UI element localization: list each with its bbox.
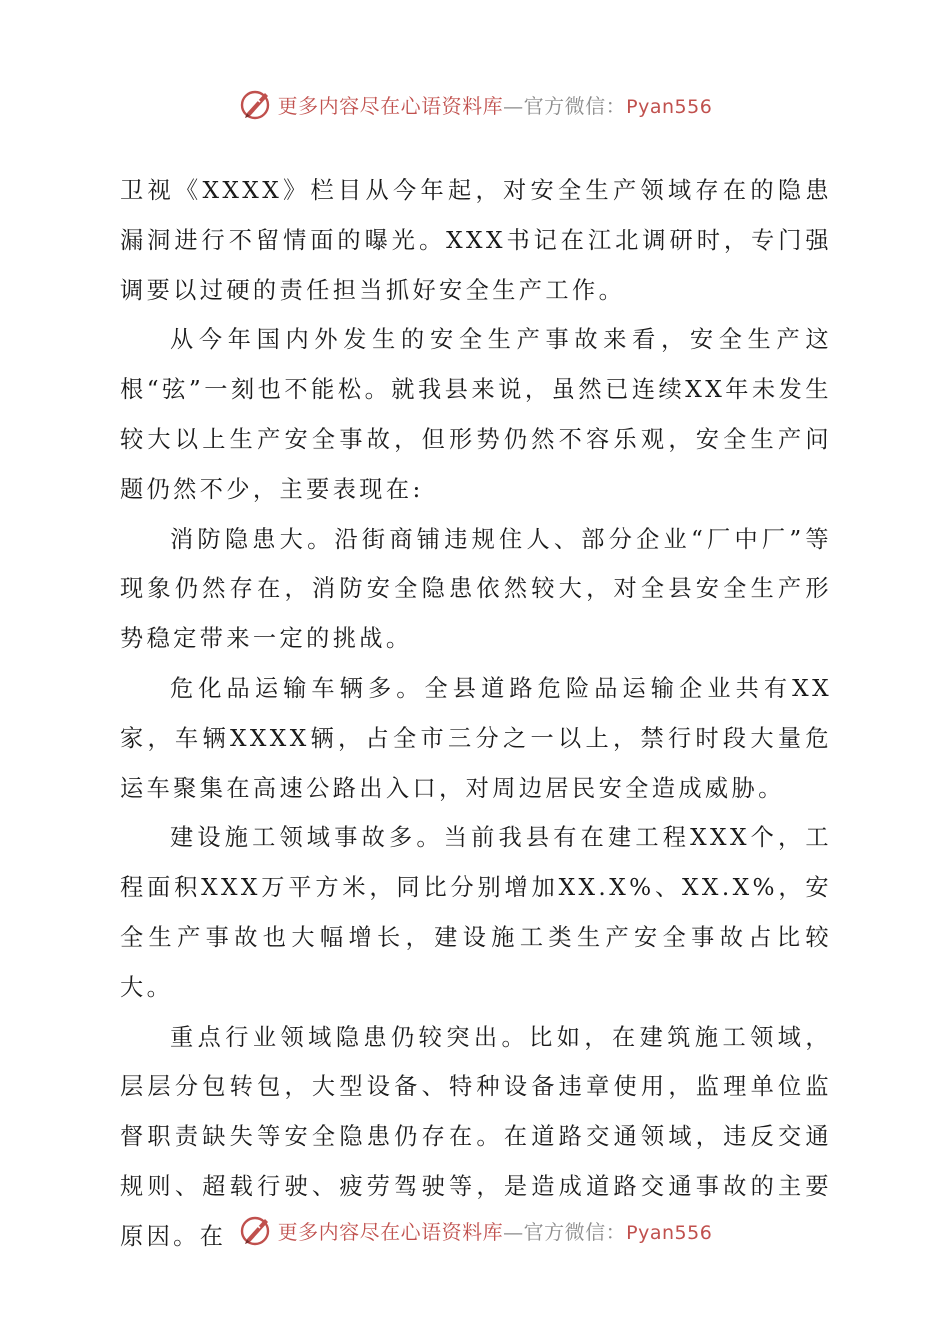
pen-logo-icon (238, 86, 274, 122)
banner-brand: 更多内容尽在心语资料库 (277, 1219, 504, 1244)
paragraph-2: 从今年国内外发生的安全生产事故来看，安全生产这根“弦”一刻也不能松。就我县来说，虽然已连续XX年未发生较大以上生产安全事故，但形势仍然不容乐观，安全生产问题仍然不少，主要表现在: (120, 326, 832, 503)
banner-handle: Pyan556 (626, 1221, 713, 1244)
document-body (120, 166, 832, 1262)
footer-banner (0, 1208, 950, 1252)
banner-brand: 更多内容尽在心语资料库 (277, 93, 504, 118)
paragraph-1: 卫视《XXXX》栏目从今年起，对安全生产领域存在的隐患漏洞进行不留情面的曝光。XXX书记在江北调研时，专门强调要以过硬的责任担当抓好安全生产工作。 (120, 177, 832, 304)
banner-dash: — (503, 93, 524, 118)
banner-dash: — (503, 1219, 524, 1244)
header-banner (0, 82, 950, 126)
banner-text (278, 1216, 713, 1245)
paragraph-5: 建设施工领域事故多。当前我县有在建工程XXX个，工程面积XXX万平方米，同比分别增加XX.X%、XX.X%，安全生产事故也大幅增长，建设施工类生产安全事故占比较大。 (120, 824, 832, 1001)
paragraph-3: 消防隐患大。沿街商铺违规住人、部分企业“厂中厂”等现象仍然存在，消防安全隐患依然较大，对全县安全生产形势稳定带来一定的挑战。 (120, 525, 832, 653)
banner-wechat-label: 官方微信： (523, 93, 627, 118)
banner-handle: Pyan556 (626, 95, 713, 118)
paragraph-4: 危化品运输车辆多。全县道路危险品运输企业共有XX家，车辆XXXX辆，占全市三分之一以上，禁行时段大量危运车聚集在高速公路出入口，对周边居民安全造成威胁。 (120, 674, 832, 802)
pen-logo-icon (238, 1212, 274, 1248)
banner-text (278, 90, 713, 119)
banner-wechat-label: 官方微信： (523, 1219, 627, 1244)
paragraph-6: 重点行业领域隐患仍较突出。比如，在建筑施工领域，层层分包转包，大型设备、特种设备违章使用，监理单位监督职责缺失等安全隐患仍存在。在道路交通领域，违反交通规则、超载行驶、疲劳驾驶等，是造成道路交通事故的主要原因。在 (120, 1023, 832, 1250)
